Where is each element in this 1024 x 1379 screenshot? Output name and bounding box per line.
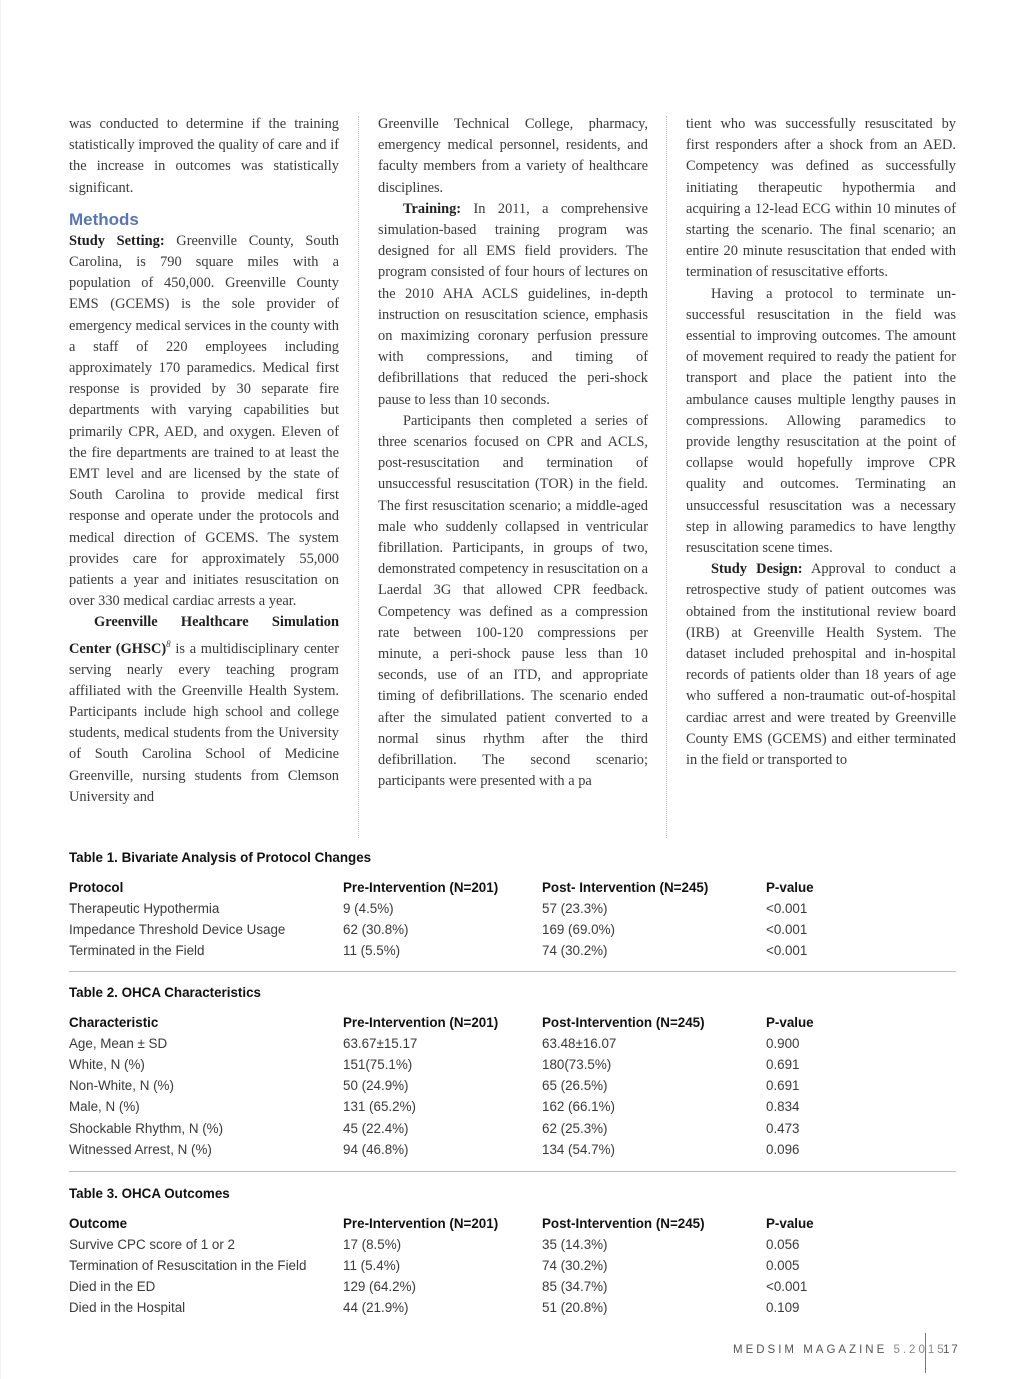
table-cell: 0.691 — [766, 1057, 800, 1073]
table-cell: Male, N (%) — [69, 1099, 140, 1115]
table-cell: 0.834 — [766, 1099, 800, 1115]
table-cell: 11 (5.5%) — [343, 943, 401, 959]
run-in-heading: Study Setting: — [69, 232, 165, 249]
table-row — [69, 1033, 869, 1054]
text-column-2 — [378, 114, 648, 793]
table-cell: Impedance Threshold Device Usage — [69, 922, 286, 938]
paragraph-ghsc — [69, 612, 339, 808]
paragraph-text: Approval to conduct a retrospective study of patient outcomes was obtained from the institutional review board (IRB) at Greenville Health System. The dataset included prehospital and in-hospital records of patients older than 18 years of age who suffered a non-traumatic out-of-hospital cardiac arrest and were treated by Greenville County EMS (GCEMS) and either terminated in the field or transported to — [686, 561, 956, 769]
table-header-row — [69, 877, 869, 898]
table-cell: 0.473 — [766, 1120, 800, 1136]
running-footer — [733, 1344, 947, 1356]
table-1-title: Table 1. Bivariate Analysis of Protocol Changes — [69, 850, 372, 865]
table-cell: 0.056 — [766, 1237, 800, 1253]
paragraph-training — [378, 199, 648, 411]
table-cell: 94 (46.8%) — [343, 1141, 409, 1157]
table-cell: <0.001 — [766, 943, 808, 959]
run-in-heading: Training: — [403, 200, 462, 217]
table-cell: Non-White, N (%) — [69, 1078, 174, 1094]
table-cell: 65 (26.5%) — [542, 1078, 608, 1094]
footer-divider — [925, 1333, 926, 1373]
table-3 — [69, 1213, 869, 1318]
table-cell: 63.67±15.17 — [343, 1036, 418, 1052]
table-row — [69, 1276, 869, 1297]
column-header: P-value — [766, 880, 814, 896]
table-cell: Therapeutic Hypothermia — [69, 901, 220, 917]
column-header: Outcome — [69, 1216, 128, 1232]
table-cell: White, N (%) — [69, 1057, 145, 1073]
table-cell: 0.691 — [766, 1078, 800, 1094]
paragraph: Participants then completed a series of three scenarios focused on CPR and ACLS, post-resuscitation and termination of unsuccessful resuscitation (TOR) in the field. The first resuscitation scenario; a middle-aged male who suddenly collapsed in ventricular fibrillation. Participants, in groups of two, demonstrated competency in resuscitation on a Laerdal 3G that allowed CPR feedback. Competency was defined as a compression rate between 100-120 compressions per minute, a peri-shock pause less than 10 seconds, use of an ITD, and appropriate timing of defibrillations. The scenario ended after the simulated patient converted to a normal sinus rhythm after the third defibrillation. The second scenario; participants were presented with a pa — [378, 412, 648, 790]
table-cell: 44 (21.9%) — [343, 1300, 409, 1316]
magazine-name: MEDSIM MAGAZINE — [733, 1344, 888, 1356]
text-column-1 — [69, 114, 339, 808]
table-cell: 45 (22.4%) — [343, 1120, 409, 1136]
paragraph: Greenville Technical College, pharmacy, emergency medical personnel, residents, and faculty members from a variety of healthcare disciplines. — [378, 116, 648, 196]
paragraph-study-setting — [69, 231, 339, 613]
table-cell: 57 (23.3%) — [542, 901, 608, 917]
text-column-3 — [686, 114, 956, 771]
table-cell: 11 (5.4%) — [343, 1258, 401, 1274]
table-row — [69, 1075, 869, 1096]
table-header-row — [69, 1012, 869, 1033]
column-header: Post- Intervention (N=245) — [542, 880, 709, 896]
table-cell: <0.001 — [766, 922, 808, 938]
column-header: Pre-Intervention (N=201) — [343, 1015, 499, 1031]
table-cell: 62 (30.8%) — [343, 922, 409, 938]
column-header: Protocol — [69, 880, 124, 896]
table-cell: 169 (69.0%) — [542, 922, 615, 938]
table-cell: 180(73.5%) — [542, 1057, 612, 1073]
table-cell: 63.48±16.07 — [542, 1036, 617, 1052]
table-row — [69, 1255, 869, 1276]
table-cell: Terminated in the Field — [69, 943, 205, 959]
table-cell: 51 (20.8%) — [542, 1300, 608, 1316]
column-header: Post-Intervention (N=245) — [542, 1216, 705, 1232]
table-cell: 151(75.1%) — [343, 1057, 413, 1073]
run-in-heading: Greenville Healthcare Simulation Center (GHSC) — [69, 614, 339, 657]
paragraph: Having a protocol to terminate unsuccessful resuscitation in the field was essential to improving outcomes. The amount of movement required to ready the patient for transport and place the patient into the ambulance causes multiple lengthy pauses in compressions. Allowing paramedics to provide lengthy resuscitation at the point of collapse would hopefully improve CPR quality and outcomes. Terminating an unsuccessful resuscitation was a necessary step in allowing paramedics to have lengthy resuscitation scene times. — [686, 285, 956, 557]
paragraph-text: Greenville County, South Carolina, is 790 square miles with a population of 450,000. Greenville County EMS (GCEMS) is the sole provider of emergency medical services in the county with a staff of 220 employees including approximately 170 paramedics. Medical first response is provided by 30 separate fire departments with varying capabilities but primarily CPR, AED, and oxygen. Eleven of the fire departments are trained to at least the EMT level and are licensed by the state of South Carolina to provide medical first response and operate under the protocols and medical direction of GCEMS. The system provides care for approximately 55,000 patients a year and initiates resuscitation on over 330 medical cardiac arrests a year. — [69, 232, 340, 610]
table-cell: 162 (66.1%) — [542, 1099, 615, 1115]
table-cell: 35 (14.3%) — [542, 1237, 608, 1253]
paragraph-text: is a multidisciplinary center serving nearly every teaching program affiliated with the Greenville Health System. Participants include high school and college students, medical students from the University of South Carolina School of Medicine Greenville, nursing students from Clemson University and — [69, 640, 339, 805]
paragraph: tient who was successfully resuscitated by first responders after a shock from an AED. Competency was defined as successfully initiating therapeutic hypothermia and acquiring a 12-lead ECG within 10 minutes of starting the scenario. The final scenario; an entire 20 minute resuscitation that ended with termination of resuscitative efforts. — [686, 116, 956, 281]
table-cell: 134 (54.7%) — [542, 1141, 615, 1157]
column-divider — [666, 116, 667, 838]
column-header: Characteristic — [69, 1015, 159, 1031]
table-cell: 131 (65.2%) — [343, 1099, 416, 1115]
table-cell: 0.109 — [766, 1300, 800, 1316]
table-cell: Shockable Rhythm, N (%) — [69, 1120, 224, 1136]
table-cell: Termination of Resuscitation in the Field — [69, 1258, 307, 1274]
table-row — [69, 1139, 869, 1160]
paragraph-text: In 2011, a comprehensive simulation-based training program was designed for all EMS field providers. The program consisted of four hours of lectures on the 2010 AHA ACLS guidelines, in-depth instruction on resuscitation science, emphasis on maximizing coronary perfusion pressure with compressions, and timing of defibrillations that reduced the peri-shock pause to less than 10 seconds. — [378, 200, 648, 408]
table-cell: 0.096 — [766, 1141, 800, 1157]
table-row — [69, 1096, 869, 1117]
table-separator — [69, 1171, 956, 1172]
table-cell: <0.001 — [766, 901, 808, 917]
table-cell: 74 (30.2%) — [542, 943, 608, 959]
table-header-row — [69, 1213, 869, 1234]
run-in-heading: Study Design: — [711, 561, 803, 578]
table-cell: 50 (24.9%) — [343, 1078, 409, 1094]
table-3-title: Table 3. OHCA Outcomes — [69, 1186, 230, 1201]
column-header: Post-Intervention (N=245) — [542, 1015, 705, 1031]
table-row — [69, 1234, 869, 1255]
table-row — [69, 1117, 869, 1138]
issue-date: 5.2015 — [893, 1344, 947, 1356]
table-row — [69, 1054, 869, 1075]
table-cell: Survive CPC score of 1 or 2 — [69, 1237, 235, 1253]
table-cell: 129 (64.2%) — [343, 1279, 416, 1295]
paragraph: was conducted to determine if the training statistically improved the quality of care and if the increase in outcomes was statistically significant. — [69, 116, 339, 196]
column-divider — [358, 116, 359, 838]
column-header: P-value — [766, 1216, 814, 1232]
table-cell: Age, Mean ± SD — [69, 1036, 168, 1052]
table-2-title: Table 2. OHCA Characteristics — [69, 985, 261, 1000]
paragraph-study-design — [686, 559, 956, 771]
page-edge-divider — [0, 0, 1, 1379]
table-cell: 74 (30.2%) — [542, 1258, 608, 1274]
table-cell: 17 (8.5%) — [343, 1237, 402, 1253]
table-row — [69, 940, 869, 961]
citation-superscript: 8 — [166, 638, 171, 649]
column-header: Pre-Intervention (N=201) — [343, 880, 499, 896]
table-separator — [69, 971, 956, 972]
table-cell: Witnessed Arrest, N (%) — [69, 1141, 212, 1157]
column-header: P-value — [766, 1015, 814, 1031]
table-cell: 9 (4.5%) — [343, 901, 394, 917]
section-heading-methods: Methods — [69, 209, 139, 229]
table-row — [69, 898, 869, 919]
table-cell: Died in the Hospital — [69, 1300, 186, 1316]
table-2 — [69, 1012, 869, 1160]
table-row — [69, 919, 869, 940]
table-cell: Died in the ED — [69, 1279, 156, 1295]
table-cell: 62 (25.3%) — [542, 1120, 608, 1136]
column-header: Pre-Intervention (N=201) — [343, 1216, 499, 1232]
table-1 — [69, 877, 869, 961]
table-cell: 0.900 — [766, 1036, 800, 1052]
table-row — [69, 1297, 869, 1318]
table-cell: 85 (34.7%) — [542, 1279, 608, 1295]
table-cell: <0.001 — [766, 1279, 808, 1295]
table-cell: 0.005 — [766, 1258, 800, 1274]
page-number: 17 — [943, 1344, 960, 1356]
